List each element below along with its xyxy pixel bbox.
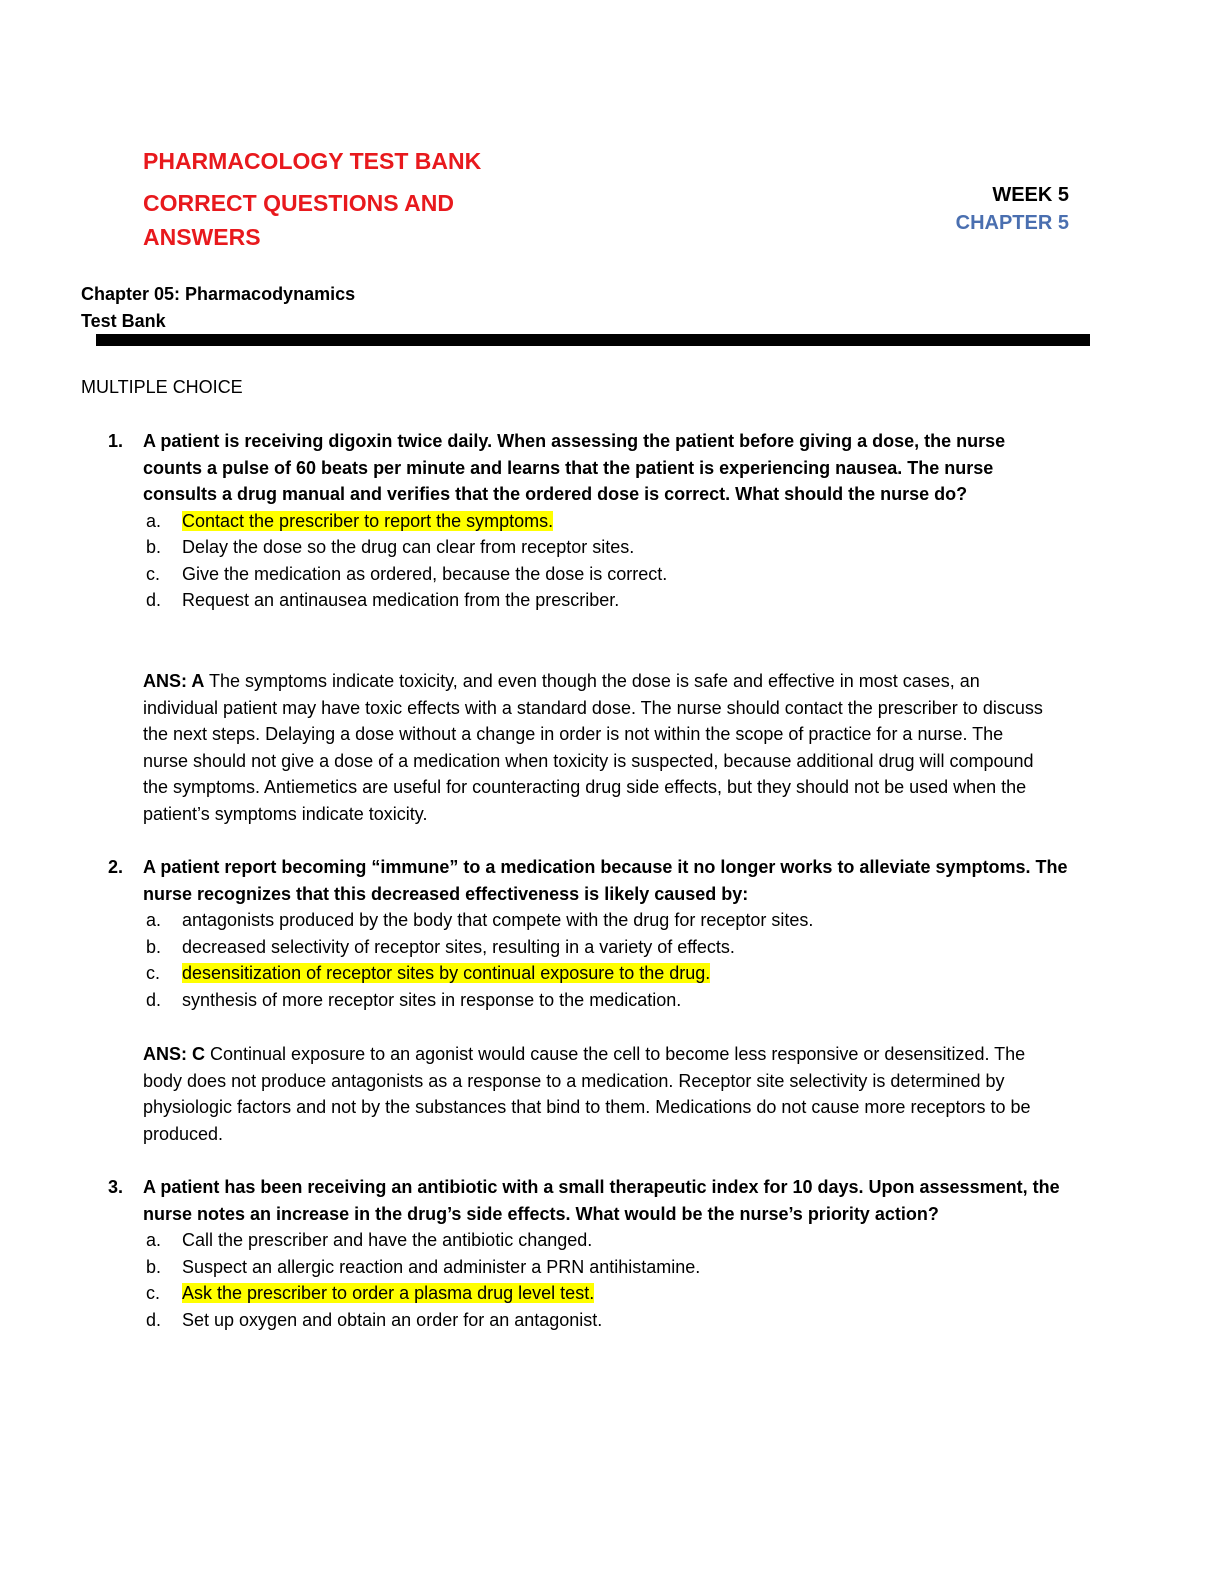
question-number: 2.	[108, 857, 124, 877]
question-number: 1.	[108, 431, 124, 451]
option-text: Request an antinausea medication from the prescriber.	[182, 590, 620, 610]
option-text: Delay the dose so the drug can clear from receptor sites.	[182, 537, 635, 557]
option-letter: c.	[146, 563, 161, 584]
option-text: Call the prescriber and have the antibiotic changed.	[182, 1230, 593, 1250]
option-d	[143, 587, 1068, 614]
question-3	[108, 1174, 1068, 1333]
option-letter: a.	[146, 910, 162, 930]
option-text-correct: desensitization of receptor sites by continual exposure to the drug.	[182, 963, 711, 983]
question-1	[108, 428, 1068, 614]
question-text: A patient is receiving digoxin twice daily. When assessing the patient before giving a dose, the nurse counts a pulse of 60 beats per minute and learns that the patient is experiencing nausea. The nurse consults a drug manual and verifies that the ordered dose is correct. What should the nurse do?	[143, 431, 1006, 504]
option-letter: b.	[146, 936, 162, 957]
option-letter: b.	[146, 1256, 162, 1277]
option-a	[143, 508, 1068, 535]
option-a	[143, 907, 1068, 934]
option-c	[143, 960, 1068, 987]
header-divider	[96, 334, 1090, 346]
option-text: Give the medication as ordered, because the dose is correct.	[182, 563, 668, 584]
option-text: Suspect an allergic reaction and administer a PRN antihistamine.	[182, 1256, 701, 1277]
answer-options	[143, 1227, 1068, 1333]
answer-rationale-2	[143, 1041, 1053, 1147]
option-a	[143, 1227, 1068, 1254]
option-text-correct: Ask the prescriber to order a plasma drug level test.	[182, 1283, 595, 1303]
week-label: WEEK 5	[992, 184, 1069, 206]
question-number: 3.	[108, 1177, 124, 1197]
document-subtitle-line2: ANSWERS	[143, 224, 261, 250]
section-heading: MULTIPLE CHOICE	[81, 377, 243, 397]
option-letter: d.	[146, 590, 162, 610]
option-b	[143, 934, 1068, 961]
option-c	[143, 1280, 1068, 1307]
option-text-correct: Contact the prescriber to report the symptoms.	[182, 510, 554, 531]
option-letter: d.	[146, 1309, 162, 1330]
option-text: decreased selectivity of receptor sites, resulting in a variety of effects.	[182, 936, 735, 957]
document-title: PHARMACOLOGY TEST BANK	[143, 148, 482, 174]
chapter-label: CHAPTER 5	[955, 212, 1069, 234]
answer-rationale-1	[143, 668, 1053, 827]
question-text: A patient report becoming “immune” to a medication because it no longer works to alleviate symptoms. The nurse recognizes that this decreased effectiveness is likely caused by:	[143, 857, 1068, 904]
option-letter: d.	[146, 989, 162, 1010]
rationale-text: The symptoms indicate toxicity, and even though the dose is safe and effective in most cases, an individual patient may have toxic effects with a standard dose. The nurse should contact the prescriber to discuss the next steps. Delaying a dose without a change in order is not within the scope of practice for a nurse. The nurse should not give a dose of a medication when toxicity is suspected, because additional drug will compound the symptoms. Antiemetics are useful for counteracting drug side effects, but they should not be used when the patient’s symptoms indicate toxicity.	[143, 671, 1043, 824]
option-b	[143, 1254, 1068, 1281]
option-text: Set up oxygen and obtain an order for an antagonist.	[182, 1309, 603, 1330]
option-d	[143, 1307, 1068, 1334]
option-letter: c.	[146, 963, 161, 983]
option-letter: b.	[146, 537, 162, 557]
answer-options	[143, 907, 1068, 1013]
option-c	[143, 561, 1068, 588]
answer-label: ANS: C	[143, 1044, 205, 1064]
rationale-text: Continual exposure to an agonist would cause the cell to become less responsive or desensitized. The body does not produce antagonists as a response to a medication. Receptor site selectivity is determined by physiologic factors and not by the substances that bind to them. Medications do not cause more receptors to be produced.	[143, 1044, 1031, 1144]
option-b	[143, 534, 1068, 561]
option-d	[143, 987, 1068, 1014]
question-text: A patient has been receiving an antibiotic with a small therapeutic index for 10 days. Upon assessment, the nurse notes an increase in the drug’s side effects. What would be the nurse’s priority action?	[143, 1177, 1060, 1224]
option-letter: a.	[146, 510, 162, 531]
question-2	[108, 854, 1068, 1013]
chapter-title: Chapter 05: Pharmacodynamics	[81, 284, 356, 304]
option-text: synthesis of more receptor sites in response to the medication.	[182, 989, 682, 1010]
answer-label: ANS: A	[143, 671, 205, 691]
option-letter: c.	[146, 1283, 161, 1303]
document-subtitle-line1: CORRECT QUESTIONS AND	[143, 190, 454, 216]
answer-options	[143, 508, 1068, 614]
option-letter: a.	[146, 1230, 162, 1250]
option-text: antagonists produced by the body that compete with the drug for receptor sites.	[182, 910, 814, 930]
test-bank-label: Test Bank	[81, 311, 166, 331]
